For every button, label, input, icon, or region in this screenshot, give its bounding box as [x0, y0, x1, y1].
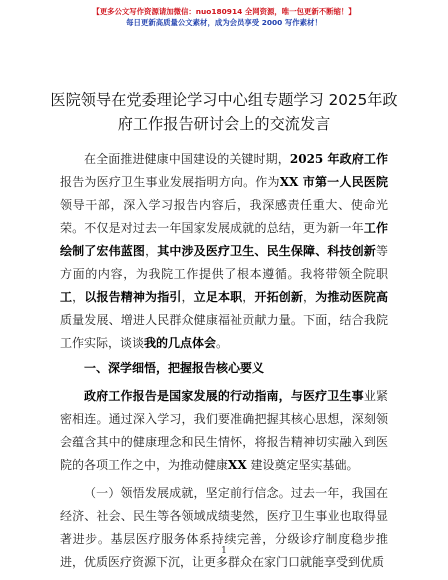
document-title: 医院领导在党委理论学习中心组专题学习 2025年政府工作报告研讨会上的交流发言	[50, 91, 398, 133]
section-heading-1: 一、深学细悟，把握报告核心要义	[84, 361, 265, 375]
banner-line-red: 【更多公文写作资源请加微信：nuo180914 全网资源，唯一包更新不断缩！】	[92, 7, 356, 16]
header-banner	[0, 6, 448, 28]
page-number: 1	[221, 546, 227, 556]
paragraph-section1: 政府工作报告是国家发展的行动指南，与医疗卫生事业紧密相连。通过深入学习，我们要准确把握其核心思想，深刻领会蕴含其中的健康理念和民生情怀，将报告精神切实融入到医院的各项工作之中，为推动健康XX 建设奠定坚实基础。	[60, 389, 388, 472]
paragraph-intro: 在全面推进健康中国建设的关键时期，2025 年政府工作报告为医疗卫生事业发展指明方向。作为XX 市第一人民医院领导干部，深入学习报告内容后，我深感责任重大、使命光荣。不仅是对过去一年国家发展成就的总结，更为新一年工作绘制了宏伟蓝图，其中涉及医疗卫生、民生保障、科技创新等方面的内容，为我院工作提供了根本遵循。我将带领全院职工，以报告精神为指引，立足本职，开拓创新，为推动医院高质量发展、增进人民群众健康福祉贡献力量。下面，结合我院工作实际，谈谈我的几点体会。	[60, 152, 388, 350]
document-body	[60, 148, 388, 574]
banner-line-blue: 每日更新高质量公文素材，成为会员享受 2000 写作素材！	[126, 18, 322, 27]
paragraph-subsection-1: （一）领悟发展成就，坚定前行信念。过去一年，我国在经济、社会、民生等各领域成绩斐然，医疗卫生事业也取得显著进步。基层医疗服务体系持续完善，分级诊疗制度稳步推进，优质医疗资源下沉，让更多群众在家门口就能享受到优质	[60, 486, 388, 569]
